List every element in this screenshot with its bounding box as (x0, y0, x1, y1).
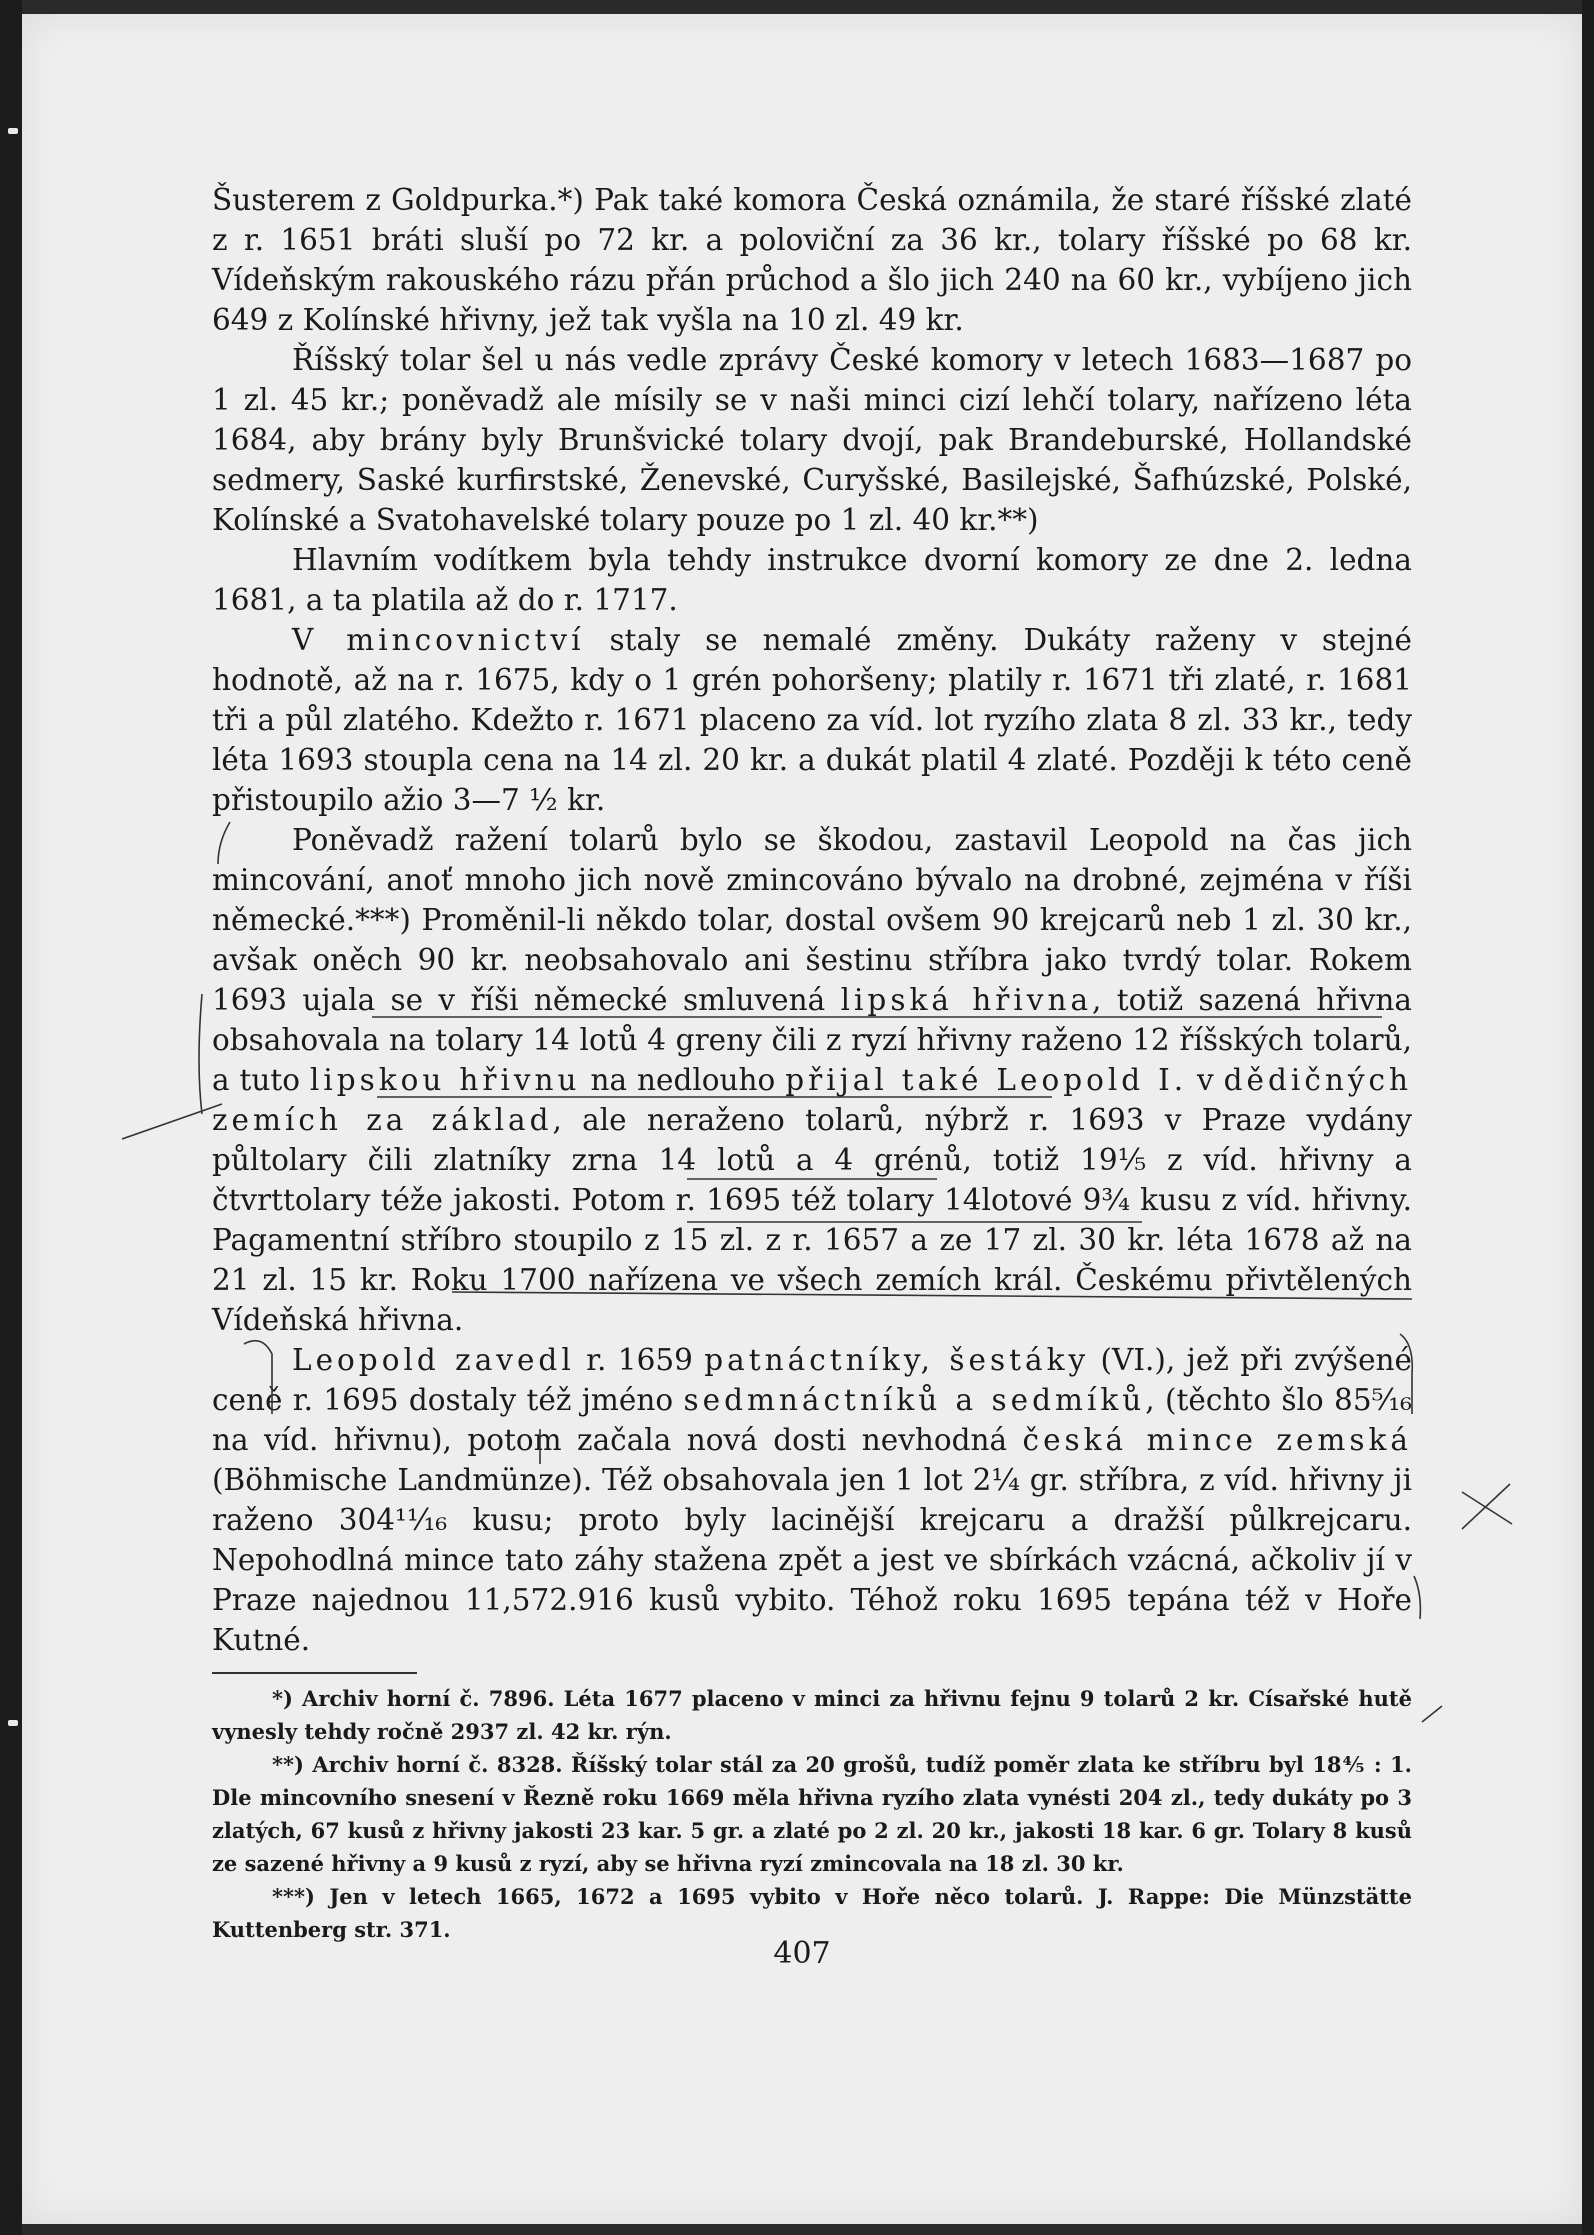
footnote-3: ***) Jen v letech 1665, 1672 a 1695 vybito v Hoře něco tolarů. J. Rappe: Die Münzstätte Kuttenberg str. 371. (212, 1884, 1412, 1942)
footnote-rule (212, 1672, 417, 1674)
paragraph-5: Poněvadž ražení tolarů bylo se škodou, zastavil Leopold na čas jich mincování, anoť mnoho jich nově zmincováno bývalo na drobné, zejména v říši německé.***) Proměnil-li někdo tolar, dostal ovšem 90 krejcarů neb 1 zl. 30 kr., avšak oněch 90 kr. neobsahovalo ani šestinu stříbra jako tvrdý tolar. Rokem 1693 ujala se v říši německé smluvená lipská hřivna, totiž sazená hřivna obsahovala na tolary 14 lotů 4 greny čili z ryzí hřivny raženo 12 říšských tolarů, a tuto lipskou hřivnu na nedlouho přijal také Leopold I. v dědičných zemích za základ, ale neraženo tolarů, nýbrž r. 1693 v Praze vydány půltolary čili zlatníky zrna 14 lotů a 4 grénů, totiž 19⅕ z víd. hřivny a čtvrttolary téže jakosti. Potom r. 1695 též tolary 14lotové 9¾ kusu z víd. hřivny. Pagamentní stříbro stoupilo z 15 zl. z r. 1657 a ze 17 zl. 30 kr. léta 1678 až na 21 zl. 15 kr. Roku 1700 nařízena ve všech zemích král. Českému přivtělených Vídeňská hřivna. (212, 823, 1413, 1337)
spaced-term: V mincovnictví (292, 623, 585, 657)
body-text (212, 180, 1412, 1946)
scan-mark (8, 128, 18, 134)
spaced-term: dědičných zemích za základ (212, 1063, 1413, 1137)
spaced-term: sedmnáctníků a sedmíků (683, 1383, 1146, 1417)
pencil-cross (1462, 1484, 1512, 1529)
paragraph-4: V mincovnictví staly se nemalé změny. Dukáty raženy v stejné hodnotě, až na r. 1675, kdy o 1 grén pohoršeny; platily r. 1671 tři zlaté, r. 1681 tři a půl zlatého. Kdežto r. 1671 placeno za víd. lot ryzího zlata 8 zl. 33 kr., tedy léta 1693 stoupla cena na 14 zl. 20 kr. a dukát platil 4 zlaté. Později k této ceně přistoupilo ažio 3—7 ½ kr. (212, 623, 1412, 817)
spaced-term: lipskou hřivnu (309, 1063, 581, 1097)
pencil-mark (122, 1104, 222, 1139)
pencil-mark (199, 994, 202, 1114)
spaced-term: lipská hřivna (840, 983, 1093, 1017)
paragraph-3: Hlavním vodítkem byla tehdy instrukce dvorní komory ze dne 2. ledna 1681, a ta platila až do r. 1717. (212, 543, 1412, 617)
scan-right-edge (1582, 0, 1594, 2235)
footnote-1: *) Archiv horní č. 7896. Léta 1677 placeno v minci za hřivnu fejnu 9 tolarů 2 kr. Císařské hutě vynesly tehdy ročně 2937 zl. 42 kr. rýn. (212, 1686, 1412, 1744)
pencil-mark (1414, 1576, 1420, 1619)
spaced-term: přijal také Leopold I. (785, 1063, 1188, 1097)
scan-left-edge (0, 0, 22, 2235)
spaced-term: česká mince zemská (1022, 1423, 1412, 1457)
spaced-term: Leopold zavedl (292, 1343, 575, 1377)
page-number: 407 (773, 1936, 831, 1971)
scan-mark (8, 1720, 18, 1726)
pencil-mark (1422, 1706, 1442, 1722)
paragraph-2: Říšský tolar šel u nás vedle zprávy České komory v letech 1683—1687 po 1 zl. 45 kr.; poněvadž ale mísily se v naši minci cizí lehčí tolary, nařízeno léta 1684, aby brány byly Brunšvické tolary dvojí, pak Brandeburské, Hollandské sedmery, Saské kurfirstské, Ženevské, Curyšské, Basilejské, Šafhúzské, Polské, Kolínské a Svatohavelské tolary pouze po 1 zl. 40 kr.**) (212, 343, 1412, 537)
paragraph-6: Leopold zavedl r. 1659 patnáctníky, šestáky (VI.), jež při zvýšené ceně r. 1695 dostaly též jméno sedmnáctníků a sedmíků, (těchto šlo 85⁵⁄₁₆ na víd. hřivnu), potom začala nová dosti nevhodná česká mince zemská (Böhmische Landmünze). Též obsahovala jen 1 lot 2¼ gr. stříbra, z víd. hřivny ji raženo 304¹¹⁄₁₆ kusu; proto byly lacinější krejcaru a dražší půlkrejcaru. Nepohodlná mince tato záhy stažena zpět a jest ve sbírkách vzácná, ačkoliv jí v Praze najednou 11,572.916 kusů vybito. Téhož roku 1695 tepána též v Hoře Kutné. (212, 1343, 1412, 1657)
page (22, 14, 1582, 2224)
paragraph-1: Šusterem z Goldpurka.*) Pak také komora Česká oznámila, že staré říšské zlaté z r. 1651 bráti sluší po 72 kr. a poloviční za 36 kr., tolary říšské po 68 kr. Vídeňským rakouského rázu přán průchod a šlo jich 240 na 60 kr., vybíjeno jich 649 z Kolínské hřivny, jež tak vyšla na 10 zl. 49 kr. (212, 183, 1412, 337)
footnote-2: **) Archiv horní č. 8328. Říšský tolar stál za 20 grošů, tudíž poměr zlata ke stříbru byl 18⅘ : 1. Dle mincovního snesení v Řezně roku 1669 měla hřivna ryzího zlata vynésti 204 zl., tedy dukáty po 3 zlatých, 67 kusů z hřivny jakosti 23 kar. 5 gr. a zlaté po 2 zl. 20 kr., jakosti 18 kar. 6 gr. Tolary 8 kusů ze sazené hřivny a 9 kusů z ryzí, aby se hřivna ryzí zmincovala na 18 zl. 30 kr. (212, 1752, 1412, 1876)
spaced-term: patnáctníky, šestáky (704, 1343, 1090, 1377)
